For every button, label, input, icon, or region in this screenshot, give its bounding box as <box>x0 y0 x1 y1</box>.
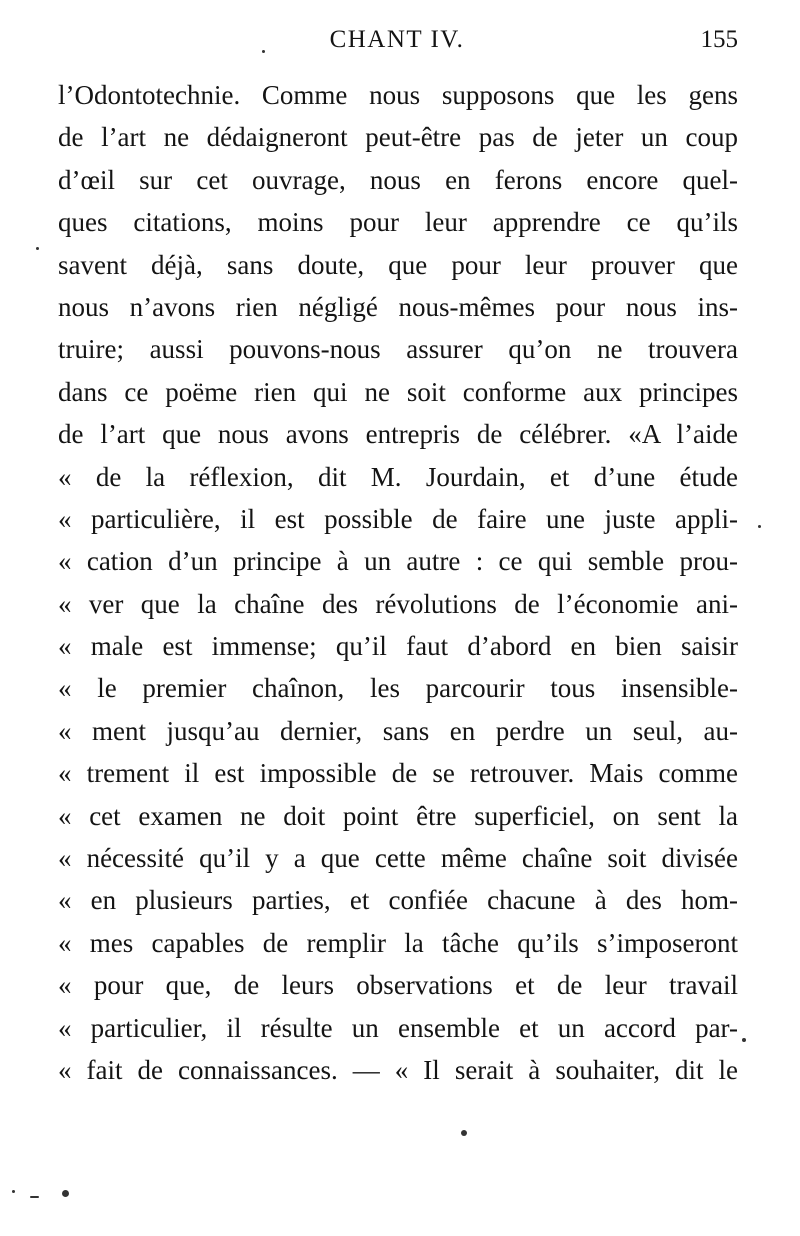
text-line: « en plusieurs parties, et confiée chacune à des hom- <box>58 885 738 916</box>
print-speck <box>36 247 39 250</box>
page-number: 155 <box>700 26 738 53</box>
print-speck <box>461 1130 467 1136</box>
print-speck <box>758 525 761 528</box>
running-head <box>56 26 738 60</box>
text-line: ques citations, moins pour leur apprendre ce qu’ils <box>58 207 738 238</box>
text-line: « male est immense; qu’il faut d’abord en bien saisir <box>58 631 738 662</box>
text-line: « fait de connaissances. — « Il serait à souhaiter, dit le <box>58 1054 738 1085</box>
text-line: « ment jusqu’au dernier, sans en perdre un seul, au- <box>58 715 738 746</box>
text-line: savent déjà, sans doute, que pour leur prouver que <box>58 249 738 280</box>
text-line: « trement il est impossible de se retrouver. Mais comme <box>58 758 738 789</box>
text-line: « nécessité qu’il y a que cette même chaîne soit divisée <box>58 843 738 874</box>
text-line: « le premier chaînon, les parcourir tous insensible- <box>58 673 738 704</box>
text-line: de l’art ne dédaigneront peut-être pas de jeter un coup <box>58 122 738 153</box>
text-line: de l’art que nous avons entrepris de célébrer. «A l’aide <box>58 419 738 450</box>
print-speck <box>62 1190 69 1197</box>
print-speck <box>742 1038 746 1042</box>
body-text <box>58 74 738 1091</box>
text-line: truire; aussi pouvons-nous assurer qu’on ne trouvera <box>58 334 738 365</box>
text-line: « mes capables de remplir la tâche qu’ils s’imposeront <box>58 927 738 958</box>
text-line: nous n’avons rien négligé nous-mêmes pour nous ins- <box>58 291 738 322</box>
print-speck <box>30 1196 39 1198</box>
text-line: d’œil sur cet ouvrage, nous en ferons encore quel- <box>58 164 738 195</box>
text-line: « cation d’un principe à un autre : ce qui semble prou- <box>58 546 738 577</box>
text-line: « pour que, de leurs observations et de leur travail <box>58 970 738 1001</box>
print-speck <box>12 1190 15 1193</box>
text-line: « cet examen ne doit point être superficiel, on sent la <box>58 800 738 831</box>
text-line: « particulier, il résulte un ensemble et un accord par- <box>58 1012 738 1043</box>
text-line: dans ce poëme rien qui ne soit conforme aux principes <box>58 376 738 407</box>
text-line: « ver que la chaîne des révolutions de l’économie ani- <box>58 588 738 619</box>
text-line: « particulière, il est possible de faire une juste appli- <box>58 503 738 534</box>
running-title: CHANT IV. <box>329 26 465 53</box>
text-line: « de la réflexion, dit M. Jourdain, et d’une étude <box>58 461 738 492</box>
print-speck <box>262 50 265 53</box>
text-line: l’Odontotechnie. Comme nous supposons que les gens <box>58 80 738 110</box>
